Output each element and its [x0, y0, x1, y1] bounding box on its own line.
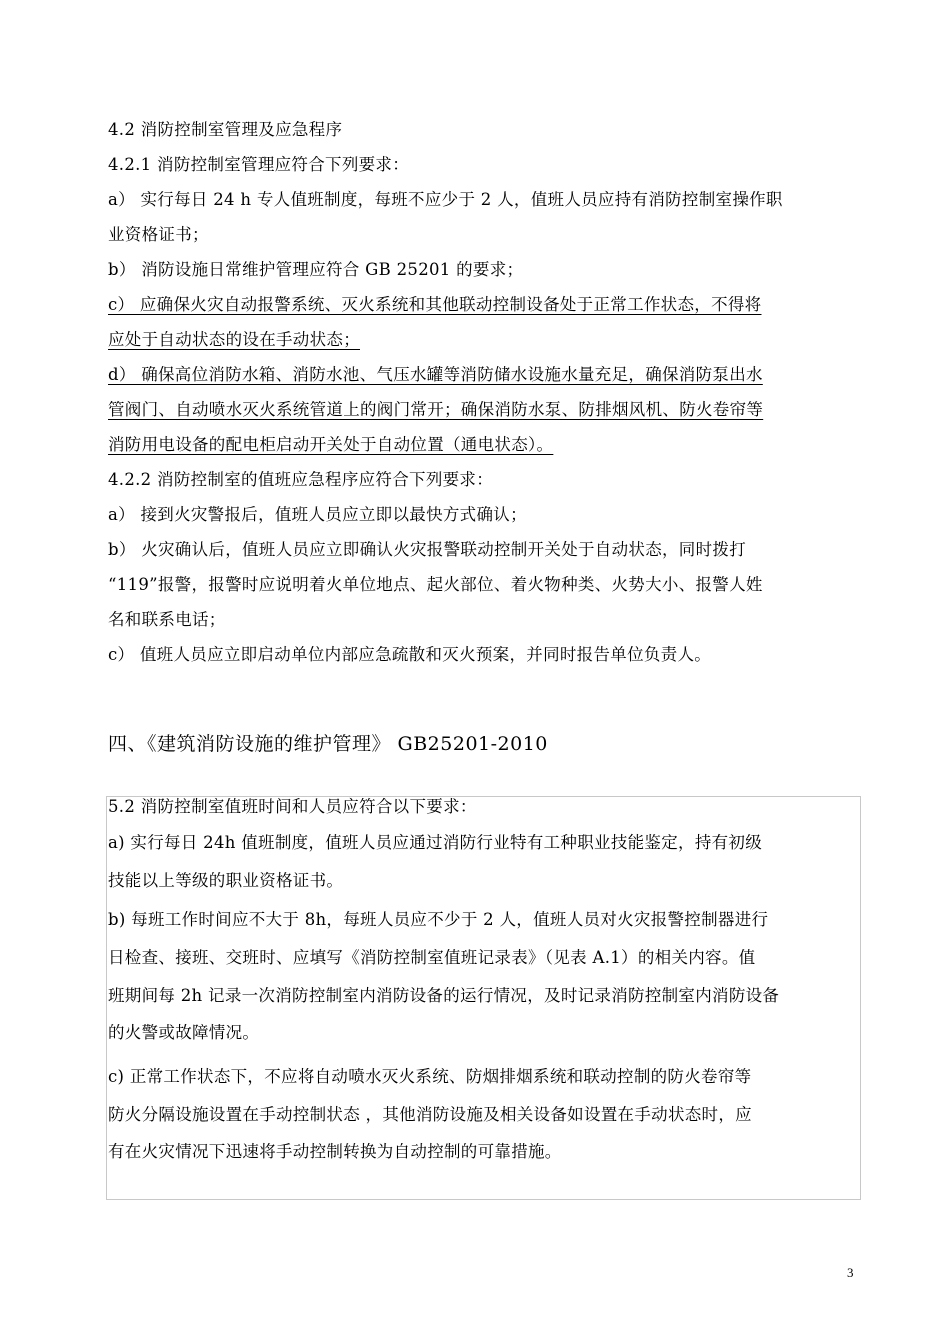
- excerpt-clause-5-2: 5.2 消防控制室值班时间和人员应符合以下要求：: [108, 797, 477, 816]
- excerpt-item-c-cont-2: 有在火灾情况下迅速将手动控制转换为自动控制的可靠措施。: [108, 1142, 562, 1161]
- clause-item-c: c） 应确保火灾自动报警系统、灭火系统和其他联动控制设备处于正常工作状态，不得将: [108, 295, 762, 314]
- clause-item-c-cont: 应处于自动状态的设在手动状态；: [108, 330, 360, 349]
- excerpt-item-b-cont-3: 的火警或故障情况。: [108, 1023, 260, 1042]
- clause-4-2-1: 4.2.1 消防控制室管理应符合下列要求：: [108, 155, 410, 174]
- procedure-item-c: c） 值班人员应立即启动单位内部应急疏散和灭火预案，并同时报告单位负责人。: [108, 645, 712, 664]
- excerpt-item-a-cont: 技能以上等级的职业资格证书。: [108, 871, 344, 890]
- excerpt-item-c-cont-1: 防火分隔设施设置在手动控制状态 ，其他消防设施及相关设备如设置在手动状态时，应: [108, 1105, 752, 1124]
- clause-item-d: d） 确保高位消防水箱、消防水池、气压水罐等消防储水设施水量充足，确保消防泵出水: [108, 365, 763, 384]
- clause-4-2-2: 4.2.2 消防控制室的值班应急程序应符合下列要求：: [108, 470, 494, 489]
- standard-heading: 四、《建筑消防设施的维护管理》 GB25201-2010: [108, 733, 548, 755]
- clause-item-d-cont-1: 管阀门、自动喷水灭火系统管道上的阀门常开；确保消防水泵、防排烟风机、防火卷帘等: [108, 400, 764, 419]
- excerpt-item-c: c) 正常工作状态下，不应将自动喷水灭火系统、防烟排烟系统和联动控制的防火卷帘等: [108, 1067, 752, 1086]
- section-title: 4.2 消防控制室管理及应急程序: [108, 120, 343, 139]
- excerpt-item-a: a) 实行每日 24h 值班制度，值班人员应通过消防行业特有工种职业技能鉴定，持有初级: [108, 833, 763, 852]
- procedure-item-b: b） 火灾确认后，值班人员应立即确认火灾报警联动控制开关处于自动状态，同时拨打: [108, 540, 747, 559]
- page-number: 3: [847, 1265, 854, 1280]
- excerpt-item-b: b) 每班工作时间应不大于 8h，每班人员应不少于 2 人，值班人员对火灾报警控制器进行: [108, 910, 769, 929]
- procedure-item-b-cont-2: 名和联系电话；: [108, 610, 226, 629]
- excerpt-item-b-cont-2: 班期间每 2h 记录一次消防控制室内消防设备的运行情况，及时记录消防控制室内消防设备: [108, 986, 780, 1005]
- clause-item-a: a） 实行每日 24 h 专人值班制度，每班不应少于 2 人，值班人员应持有消防控制室操作职: [108, 190, 783, 209]
- clause-item-a-cont: 业资格证书；: [108, 225, 209, 244]
- clause-item-d-cont-2: 消防用电设备的配电柜启动开关处于自动位置（通电状态）。: [108, 435, 554, 454]
- procedure-item-b-cont-1: “119”报警，报警时应说明着火单位地点、起火部位、着火物种类、火势大小、报警人姓: [108, 575, 763, 594]
- procedure-item-a: a） 接到火灾警报后，值班人员应立即以最快方式确认；: [108, 505, 527, 524]
- excerpt-item-b-cont-1: 日检查、接班、交班时、应填写《消防控制室值班记录表》（见表 A.1）的相关内容。值: [108, 948, 756, 967]
- clause-item-b: b） 消防设施日常维护管理应符合 GB 25201 的要求；: [108, 260, 524, 279]
